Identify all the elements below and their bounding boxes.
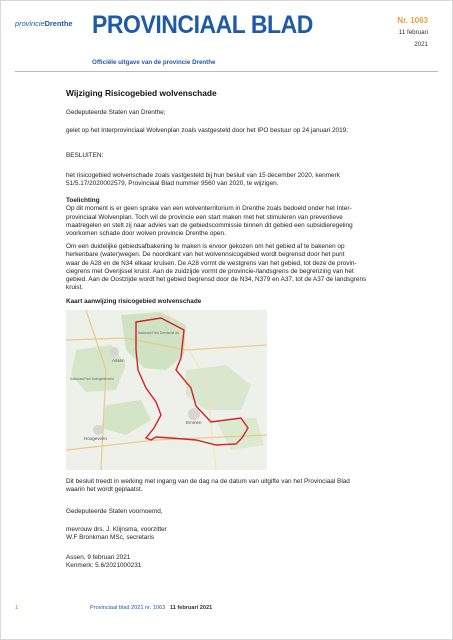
map-label-drentsche-aa: Nationaal Park Drentsche Aa bbox=[138, 331, 179, 335]
text-line: kruist. bbox=[66, 284, 84, 292]
map-caption: Kaart aanwijzing risicogebied wolvenschade bbox=[66, 298, 202, 305]
header-divider bbox=[15, 71, 438, 72]
text-line: herkenbare (water)wegen. De noordkant van het wolvenrisicogebied wordt begrensd door het punt bbox=[66, 251, 345, 259]
page-footer bbox=[15, 605, 213, 611]
text-line: ciegrens met Overijssel kruist. Aan de zuidzijde vormt de provincie-/landsgrens de begrenzing van het bbox=[66, 267, 354, 275]
text-line: waar de A28 en de N34 elkaar kruisen. De A28 vormt de westgrens van het gebied, tot deze de provin- bbox=[66, 259, 357, 267]
kenmerk: Kenmerk: 5.6/2021000231 bbox=[66, 562, 142, 570]
signatory-secretary: W.F Bronkman MSc, secretaris bbox=[66, 534, 155, 542]
risk-area-map bbox=[66, 310, 267, 470]
text-line: Dit besluit treedt in werking met ingang van de dag na de datum van uitgifte van het Provinciaal Blad bbox=[66, 478, 350, 485]
map-label-assen: Assen bbox=[112, 358, 125, 363]
text-line: 51/5.17/2020002579, Provinciaal Blad nummer 9560 van 2020, te wijzigen. bbox=[66, 180, 279, 188]
map-town-emmen bbox=[188, 408, 200, 420]
issue-info bbox=[397, 15, 428, 51]
place-date-block bbox=[66, 554, 421, 571]
page-number: 1 bbox=[15, 605, 19, 611]
masthead-title: PROVINCIAAL BLAD bbox=[92, 11, 313, 39]
text-line: voorkomen schade door wolven provincie Drenthe open. bbox=[66, 230, 226, 238]
map-label-emmen: Emmen bbox=[186, 420, 202, 425]
place-date: Assen, 9 februari 2021 bbox=[66, 554, 131, 561]
paragraph-toelichting bbox=[66, 197, 421, 238]
text-line: Gedeputeerde Staten voornoemd, bbox=[66, 508, 163, 515]
signature-block bbox=[66, 526, 421, 543]
paragraph-besluit bbox=[66, 172, 421, 189]
paragraph-gs-voornoemd bbox=[66, 508, 421, 516]
paragraph-inwerking bbox=[66, 478, 421, 495]
province-logo bbox=[15, 19, 73, 28]
map-graphic bbox=[66, 310, 267, 470]
issue-date: 11 februari bbox=[398, 29, 428, 36]
text-line: het risicogebied wolvenschade zoals vastgesteld bij hun besluit van 15 december 2020, kenmerk bbox=[66, 172, 340, 179]
footer-source-text: Provinciaal blad 2021 nr. 1063 bbox=[90, 605, 166, 611]
text-line: Gedeputeerde Staten van Drenthe; bbox=[66, 109, 166, 116]
map-town-hoogeveen bbox=[93, 425, 103, 435]
text-line: gebied. Aan de Oostzijde wordt het gebied begrensd door de N34, N379 en A37, tot de A37 de landsgrens bbox=[66, 276, 367, 284]
issue-year: 2021 bbox=[414, 41, 428, 48]
logo-provincie-text: provincie bbox=[15, 19, 45, 28]
toelichting-heading: Toelichting bbox=[66, 197, 100, 204]
text-line: waarin het wordt geplaatst. bbox=[66, 486, 143, 494]
map-town-assen bbox=[109, 347, 119, 357]
document-title: Wijziging Risicogebied wolvenschade bbox=[66, 88, 217, 98]
text-line: provinciaal Wolvenplan. Toch wil de provincie een start maken met het stimuleren van preventieve bbox=[66, 213, 343, 221]
text-line: Op dit moment is er geen sprake van een wolventerritorium in Drenthe zoals bedoeld onder het Inter- bbox=[66, 205, 352, 213]
paragraph-gelet bbox=[66, 127, 421, 135]
logo-drenthe-text: Drenthe bbox=[44, 19, 73, 28]
text-line: BESLUITEN: bbox=[66, 152, 104, 159]
signatory-chair: mevrouw drs. J. Klijnsma, voorzitter bbox=[66, 526, 167, 533]
footer-date: 11 februari 2021 bbox=[169, 605, 213, 611]
map-label-dwingelderveld: Nationaal Park Dwingelderveld bbox=[70, 377, 114, 381]
paragraph-besluiten bbox=[66, 152, 421, 160]
map-label-hoogeveen: Hoogeveen bbox=[84, 436, 108, 441]
paragraph-gedeputeerde bbox=[66, 109, 421, 117]
text-line: maatregelen en stelt zij naar advies van de gebiedscommissie binnen dit gebied een subsidieregeling bbox=[66, 221, 353, 229]
paragraph-gebiedsafbakening bbox=[66, 243, 421, 293]
issue-number: Nr. 1063 bbox=[397, 16, 428, 25]
text-line: gelet op het Interprovinciaal Wolvenplan zoals vastgesteld door het IPO bestuur op 24 januari 2019; bbox=[66, 127, 348, 134]
text-line: Om een duidelijke gebiedsafbakening te maken is ervoor gekozen om het gebied af te bakenen op bbox=[66, 243, 345, 250]
footer-source bbox=[90, 605, 212, 611]
masthead-subtitle: Officiële uitgave van de provincie Drenthe bbox=[92, 59, 216, 66]
